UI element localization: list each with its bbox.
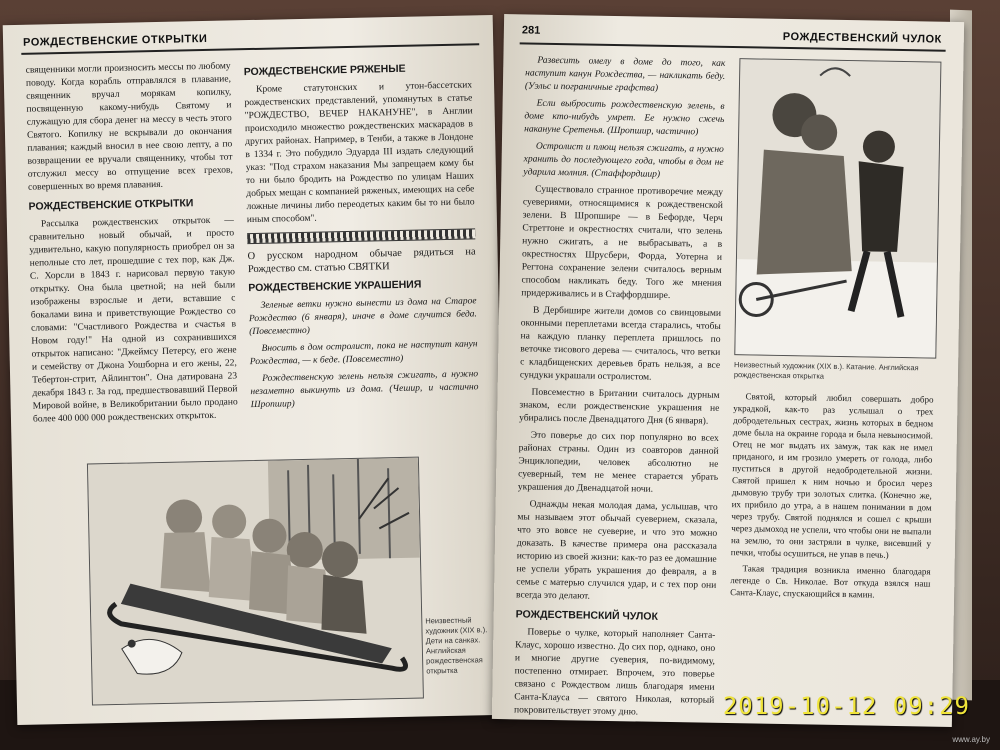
paragraph: Рассылка рождественских открыток — сравнительно новый обычай, и просто удивительно, какую популярность приобрел он за неполные сто лет, прошедшие с тех пор, как Дж. С. Хорсли в 1843 г. нарисовал первую такую открытку. Она была цветной; на ней были изображены взрослые и дети, вставшие с бокалами вина и приветствующие Рождество со словами: "Счастливого Рождества и счастья в Новом году!" На одной из сохранившихся открыток написано: "Джеймсу Петерсу, его жене и семейству от Джона Уошборна и его жены, 22, Тебертон-стрит, Айлингтон". Она датирована 23 декабря 1843 г. За год, предшествовавший Первой Мировой войне, в Великобритании было продано более 400 000 000 рождественских открыток. [29,215,238,425]
paragraph: Кроме статутонских и утон-бассетских рождественских представлений, упомянутых в статье "РОЖДЕСТВО, ВЕЧЕР НАКАНУНЕ", в Англии происходило множество рождественских маскарадов в других районах. Например, в Тенби, а также в Лондоне в 1334 г. Это побудило Эдуарда III издать следующий указ: "Под страхом наказания Мы запрещаем кому бы то ни было бродить на Рождество по улицам Наших добрых мещан с компанией ряженых, имеющих на себе ложные личины либо переодетых каким бы то ни было иным способом". [244,80,475,226]
skating-illustration [734,58,941,358]
paragraph: Повсеместно в Британии считалось дурным знаком, если рождественские украшения не убирались после Двенадцатого Дня (6 января). [519,387,720,427]
right-page [492,14,964,727]
paragraph: Однажды некая молодая дама, услышав, что мы называем этот обычай суеверием, сказала, что это вовсе не суеверие, и что это можно доказать. В качестве примера она рассказала историю из своей жизни: как-то раз ее домашние не успели убрать украшения до февраля, а в семье с матерью случился удар, и с тех пор они всегда это делают. [515,499,718,602]
skating-children-drawing [735,59,940,357]
right-column-2 [730,390,934,605]
paragraph: Поверье о чулке, который наполняет Санта-Клаус, хорошо известно. До сих пор, однако, оно и многие другие суеверия, по-видимому, постепенно отмирает. Впрочем, это поверье связано с Рождеством лишь благодаря имени Санта-Клауса — святого Николая, который покровительствует этому дню. [513,627,716,718]
right-column-1 [514,54,726,724]
left-column-1 [26,60,239,430]
right-running-head: РОЖДЕСТВЕНСКИЙ ЧУЛОК [782,30,942,46]
paragraph: Вносить в дом остролист, пока не наступит канун Рождества, — к беде. (Повсеместно) [249,339,478,368]
paragraph: Остролист и плющ нельзя сжигать, а нужно хранить до последующего года, чтобы в дом не ударила молния. (Стаффордшир) [523,141,724,180]
paragraph: Если выбросить рождественскую зелень, в доме кто-нибудь умрет. Ее нужно сжечь накануне Сретенья. (Шропшир, частично) [524,98,725,138]
paragraph: Развесить омелу в доме до того, как наступит канун Рождества, — накликать беду. (Уэльс и пограничные графства) [524,55,726,94]
photo-timestamp: 2019-10-12 09:29 [722,692,970,720]
paragraph: Такая традиция возникла именно благодаря легенде о Св. Николае. Вот откуда взялся наш Санта-Клаус, спускающийся в камин. [730,563,931,600]
section-heading: РОЖДЕСТВЕНСКИЕ ОТКРЫТКИ [28,197,194,213]
left-column-2 [244,55,479,416]
paragraph: Зеленые ветки нужно вынести из дома на Старое Рождество (6 января), иначе в доме случится беда. (Повсеместно) [248,296,477,338]
paragraph: Святой, который любил совершать добро украдкой, как-то раз услышал о трех добродетельных сестрах, жизнь которых в бедном доме была на окраине города и была невыносимой. Отец не мог выдать их замуж, так как не имел приданого, и им грозило умереть от голода, либо пуститься в другой недобродетельной жизни. Святой пришел к ним ночью и бросил через дымовую трубу три золотых слитка. (Конечно же, их прибило до утра, а в нашем понимании в дом через трубу. Святой поднялся и сошел с крыши через дымоход не успели, что чтобы они не выпали на землю, то они застряли в чулке, висевший у печки, чтобы осушиться, не упав в печь.) [730,391,934,560]
paragraph: В Дербишире жители домов со свинцовыми оконными переплетами всегда старались, чтобы на каждую планку переплета пришлось по веточке тисового дерева — считалось, что ветки с кладбищенских деревьев брать нельзя, а все сундуки украшали остролистом. [519,305,722,383]
paragraph: Это поверье до сих пор популярно во всех районах страны. Один из соавторов данной Энциклопедии, человек абсолютно не суеверный, тем не менее старается убрать украшения до Двенадцатой ночи. [517,430,719,495]
left-running-head: РОЖДЕСТВЕНСКИЕ ОТКРЫТКИ [22,32,208,49]
section-heading: РОЖДЕСТВЕНСКИЕ РЯЖЕНЫЕ [243,62,406,79]
left-illustration-caption: Неизвестный художник (XIX в.). Дети на санках. Английская рождественская открытка [425,615,488,676]
paragraph: Существовало странное противоречие между суевериями, относящимися к рождественской зелени. В Шропшире — в Бефорде, Черч Стреттоне и окрестностях считали, что зелень нужно сжигать, а не выбрасывать, а в окрестностях Шрусбери, Форда, Уотерна и Регтона сохранение зелени считалось верным способом накликать беду. Того же мнения придерживались и в Стаффордшире. [521,184,724,301]
left-page [3,15,508,725]
paragraph: Рождественскую зелень нельзя сжигать, а нужно незаметно выкинуть из дома. (Чешир, и частично Шропшир) [250,369,479,411]
watermark: www.ay.by [952,735,990,744]
section-heading: РОЖДЕСТВЕНСКИЙ ЧУЛОК [515,608,659,623]
page-number: 281 [521,24,541,37]
ornament-divider [247,228,475,244]
sled-illustration [87,457,424,706]
sled-children-drawing [88,458,423,705]
paragraph: священники могли произносить мессы по любому поводу. Когда корабль отправлялся в плавание, священник вручал морякам копилку, посвященную какому-нибудь Святому и служащую для сбора денег на мессу в честь этого Святого. Копилку не вскрывали до окончания плавания; каждый вносил в нее свою лепту, а по возвращении ее вручали священнику, чтобы тот отслужил мессу во отпущение всех грехов, совершенных во время плавания. [25,61,233,193]
section-heading: РОЖДЕСТВЕНСКИЕ УКРАШЕНИЯ [248,278,422,295]
cross-reference: О русском народном обычае рядиться на Рождество см. статью СВЯТКИ [247,246,476,276]
right-illustration-caption: Неизвестный художник (XIX в.). Катание. Английская рождественская открытка [733,360,919,381]
